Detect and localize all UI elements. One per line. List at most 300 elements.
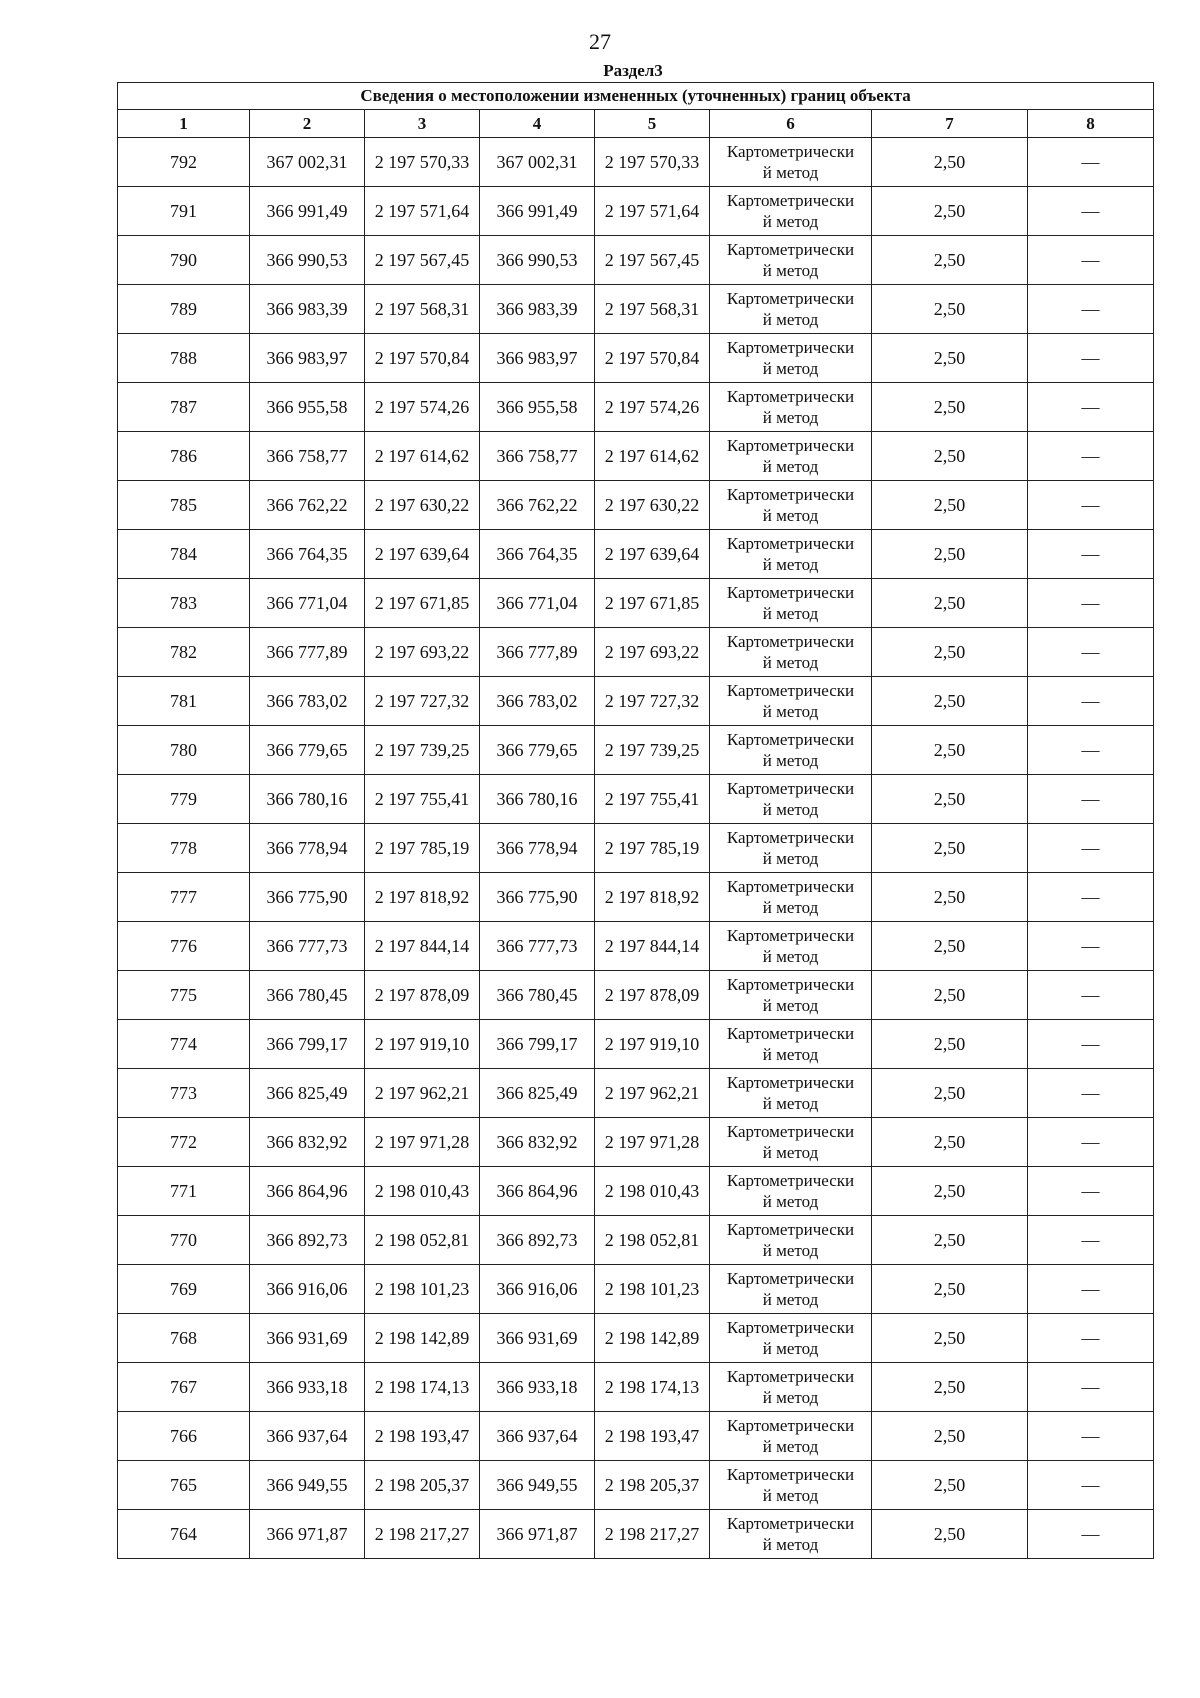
y-coordinate-cell: 2 198 142,89 [365, 1314, 480, 1363]
table-row [118, 236, 1154, 285]
accuracy-cell: 2,50 [872, 1265, 1028, 1314]
column-header: 3 [365, 110, 480, 138]
table-row [118, 628, 1154, 677]
accuracy-cell: 2,50 [872, 1314, 1028, 1363]
method-text-line: й метод [762, 163, 819, 182]
method-text-line: Картометрически [726, 485, 855, 504]
x-coordinate-cell: 366 983,97 [250, 334, 365, 383]
description-cell: — [1028, 1412, 1154, 1461]
method-text-line: й метод [762, 1192, 819, 1211]
method-text-line: Картометрически [726, 877, 855, 896]
accuracy-cell: 2,50 [872, 873, 1028, 922]
method-text-line: Картометрически [726, 779, 855, 798]
table-row [118, 677, 1154, 726]
y-coordinate-new-cell: 2 197 574,26 [595, 383, 710, 432]
accuracy-cell: 2,50 [872, 677, 1028, 726]
method-cell [710, 138, 872, 187]
y-coordinate-cell: 2 198 217,27 [365, 1510, 480, 1559]
y-coordinate-new-cell: 2 198 101,23 [595, 1265, 710, 1314]
method-text-line: й метод [762, 800, 819, 819]
method-text-line: Картометрически [726, 1122, 855, 1141]
table-row [118, 873, 1154, 922]
point-number-cell: 764 [118, 1510, 250, 1559]
method-text-line: Картометрически [726, 1171, 855, 1190]
method-text-line: Картометрически [726, 1269, 855, 1288]
point-number-cell: 792 [118, 138, 250, 187]
method-text-line: Картометрически [726, 926, 855, 945]
method-text-line: Картометрически [726, 1318, 855, 1337]
accuracy-cell: 2,50 [872, 1069, 1028, 1118]
y-coordinate-cell: 2 197 818,92 [365, 873, 480, 922]
method-text-line: й метод [762, 1437, 819, 1456]
y-coordinate-new-cell: 2 197 571,64 [595, 187, 710, 236]
x-coordinate-new-cell: 366 892,73 [480, 1216, 595, 1265]
x-coordinate-cell: 366 949,55 [250, 1461, 365, 1510]
method-text-line: Картометрически [726, 1416, 855, 1435]
column-header: 6 [710, 110, 872, 138]
y-coordinate-new-cell: 2 198 193,47 [595, 1412, 710, 1461]
column-header: 4 [480, 110, 595, 138]
method-text-line: Картометрически [726, 191, 855, 210]
method-cell [710, 1020, 872, 1069]
x-coordinate-cell: 366 991,49 [250, 187, 365, 236]
x-coordinate-new-cell: 366 931,69 [480, 1314, 595, 1363]
method-text-line: й метод [762, 1241, 819, 1260]
x-coordinate-new-cell: 366 983,97 [480, 334, 595, 383]
point-number-cell: 773 [118, 1069, 250, 1118]
y-coordinate-cell: 2 197 671,85 [365, 579, 480, 628]
x-coordinate-new-cell: 367 002,31 [480, 138, 595, 187]
table-row [118, 481, 1154, 530]
table-row [118, 1314, 1154, 1363]
y-coordinate-cell: 2 197 614,62 [365, 432, 480, 481]
point-number-cell: 775 [118, 971, 250, 1020]
method-text-line: й метод [762, 506, 819, 525]
table-row [118, 285, 1154, 334]
description-cell: — [1028, 1510, 1154, 1559]
method-text-line: Картометрически [726, 534, 855, 553]
accuracy-cell: 2,50 [872, 1510, 1028, 1559]
y-coordinate-cell: 2 197 727,32 [365, 677, 480, 726]
description-cell: — [1028, 1167, 1154, 1216]
accuracy-cell: 2,50 [872, 334, 1028, 383]
method-text-line: Картометрически [726, 1024, 855, 1043]
point-number-cell: 770 [118, 1216, 250, 1265]
method-text-line: й метод [762, 457, 819, 476]
x-coordinate-cell: 366 892,73 [250, 1216, 365, 1265]
y-coordinate-cell: 2 197 693,22 [365, 628, 480, 677]
y-coordinate-cell: 2 197 571,64 [365, 187, 480, 236]
description-cell: — [1028, 1265, 1154, 1314]
description-cell: — [1028, 1461, 1154, 1510]
table-row [118, 1216, 1154, 1265]
x-coordinate-cell: 366 832,92 [250, 1118, 365, 1167]
method-text-line: Картометрически [726, 387, 855, 406]
method-text-line: й метод [762, 555, 819, 574]
method-cell [710, 1363, 872, 1412]
x-coordinate-new-cell: 366 780,16 [480, 775, 595, 824]
method-text-line: Картометрически [726, 975, 855, 994]
boundary-coordinates-table [117, 82, 1154, 1559]
method-cell [710, 1118, 872, 1167]
method-text-line: Картометрически [726, 828, 855, 847]
point-number-cell: 788 [118, 334, 250, 383]
method-cell [710, 1314, 872, 1363]
y-coordinate-new-cell: 2 197 570,84 [595, 334, 710, 383]
method-cell [710, 334, 872, 383]
y-coordinate-cell: 2 197 919,10 [365, 1020, 480, 1069]
x-coordinate-cell: 366 777,73 [250, 922, 365, 971]
table-row [118, 187, 1154, 236]
accuracy-cell: 2,50 [872, 1216, 1028, 1265]
method-text-line: Картометрически [726, 436, 855, 455]
x-coordinate-cell: 366 864,96 [250, 1167, 365, 1216]
description-cell: — [1028, 481, 1154, 530]
accuracy-cell: 2,50 [872, 432, 1028, 481]
point-number-cell: 791 [118, 187, 250, 236]
y-coordinate-new-cell: 2 198 205,37 [595, 1461, 710, 1510]
accuracy-cell: 2,50 [872, 628, 1028, 677]
point-number-cell: 786 [118, 432, 250, 481]
point-number-cell: 769 [118, 1265, 250, 1314]
accuracy-cell: 2,50 [872, 1412, 1028, 1461]
description-cell: — [1028, 383, 1154, 432]
y-coordinate-new-cell: 2 198 217,27 [595, 1510, 710, 1559]
method-cell [710, 236, 872, 285]
y-coordinate-new-cell: 2 197 727,32 [595, 677, 710, 726]
y-coordinate-new-cell: 2 198 052,81 [595, 1216, 710, 1265]
x-coordinate-cell: 366 780,16 [250, 775, 365, 824]
y-coordinate-cell: 2 198 205,37 [365, 1461, 480, 1510]
accuracy-cell: 2,50 [872, 824, 1028, 873]
y-coordinate-new-cell: 2 197 567,45 [595, 236, 710, 285]
method-text-line: Картометрически [726, 730, 855, 749]
x-coordinate-new-cell: 366 771,04 [480, 579, 595, 628]
method-text-line: Картометрически [726, 1465, 855, 1484]
description-cell: — [1028, 971, 1154, 1020]
method-text-line: й метод [762, 408, 819, 427]
x-coordinate-new-cell: 366 780,45 [480, 971, 595, 1020]
x-coordinate-new-cell: 366 832,92 [480, 1118, 595, 1167]
accuracy-cell: 2,50 [872, 530, 1028, 579]
method-cell [710, 1461, 872, 1510]
method-text-line: Картометрически [726, 583, 855, 602]
accuracy-cell: 2,50 [872, 383, 1028, 432]
description-cell: — [1028, 530, 1154, 579]
method-text-line: й метод [762, 751, 819, 770]
description-cell: — [1028, 236, 1154, 285]
description-cell: — [1028, 1069, 1154, 1118]
description-cell: — [1028, 628, 1154, 677]
x-coordinate-new-cell: 366 777,89 [480, 628, 595, 677]
description-cell: — [1028, 726, 1154, 775]
y-coordinate-new-cell: 2 197 755,41 [595, 775, 710, 824]
method-text-line: Картометрически [726, 338, 855, 357]
table-row [118, 775, 1154, 824]
point-number-cell: 774 [118, 1020, 250, 1069]
y-coordinate-cell: 2 197 755,41 [365, 775, 480, 824]
x-coordinate-cell: 366 783,02 [250, 677, 365, 726]
x-coordinate-cell: 366 758,77 [250, 432, 365, 481]
x-coordinate-new-cell: 366 762,22 [480, 481, 595, 530]
x-coordinate-cell: 366 799,17 [250, 1020, 365, 1069]
accuracy-cell: 2,50 [872, 1363, 1028, 1412]
method-cell [710, 1265, 872, 1314]
table-row [118, 138, 1154, 187]
y-coordinate-new-cell: 2 198 174,13 [595, 1363, 710, 1412]
method-text-line: й метод [762, 310, 819, 329]
method-cell [710, 187, 872, 236]
point-number-cell: 790 [118, 236, 250, 285]
point-number-cell: 765 [118, 1461, 250, 1510]
method-text-line: й метод [762, 849, 819, 868]
column-number-row [118, 110, 1154, 138]
table-row [118, 1412, 1154, 1461]
accuracy-cell: 2,50 [872, 775, 1028, 824]
x-coordinate-cell: 366 764,35 [250, 530, 365, 579]
point-number-cell: 782 [118, 628, 250, 677]
point-number-cell: 766 [118, 1412, 250, 1461]
x-coordinate-new-cell: 366 758,77 [480, 432, 595, 481]
method-cell [710, 432, 872, 481]
column-header: 5 [595, 110, 710, 138]
description-cell: — [1028, 922, 1154, 971]
table-row [118, 1069, 1154, 1118]
point-number-cell: 781 [118, 677, 250, 726]
method-text-line: й метод [762, 1094, 819, 1113]
x-coordinate-new-cell: 366 775,90 [480, 873, 595, 922]
description-cell: — [1028, 1118, 1154, 1167]
y-coordinate-cell: 2 198 101,23 [365, 1265, 480, 1314]
point-number-cell: 779 [118, 775, 250, 824]
point-number-cell: 777 [118, 873, 250, 922]
x-coordinate-cell: 366 971,87 [250, 1510, 365, 1559]
x-coordinate-cell: 366 933,18 [250, 1363, 365, 1412]
method-text-line: й метод [762, 261, 819, 280]
method-cell [710, 873, 872, 922]
table-row [118, 432, 1154, 481]
x-coordinate-cell: 366 780,45 [250, 971, 365, 1020]
point-number-cell: 783 [118, 579, 250, 628]
method-text-line: й метод [762, 1290, 819, 1309]
x-coordinate-new-cell: 366 955,58 [480, 383, 595, 432]
method-text-line: й метод [762, 212, 819, 231]
accuracy-cell: 2,50 [872, 1167, 1028, 1216]
method-cell [710, 1412, 872, 1461]
point-number-cell: 776 [118, 922, 250, 971]
y-coordinate-new-cell: 2 197 971,28 [595, 1118, 710, 1167]
y-coordinate-new-cell: 2 197 671,85 [595, 579, 710, 628]
table-row [118, 1020, 1154, 1069]
table-row [118, 726, 1154, 775]
point-number-cell: 789 [118, 285, 250, 334]
x-coordinate-cell: 366 983,39 [250, 285, 365, 334]
x-coordinate-new-cell: 366 916,06 [480, 1265, 595, 1314]
method-text-line: Картометрически [726, 632, 855, 651]
y-coordinate-new-cell: 2 197 630,22 [595, 481, 710, 530]
description-cell: — [1028, 579, 1154, 628]
x-coordinate-new-cell: 366 991,49 [480, 187, 595, 236]
method-text-line: Картометрически [726, 142, 855, 161]
column-header: 8 [1028, 110, 1154, 138]
description-cell: — [1028, 824, 1154, 873]
column-header: 1 [118, 110, 250, 138]
method-cell [710, 285, 872, 334]
x-coordinate-new-cell: 366 779,65 [480, 726, 595, 775]
x-coordinate-new-cell: 366 933,18 [480, 1363, 595, 1412]
point-number-cell: 778 [118, 824, 250, 873]
x-coordinate-new-cell: 366 990,53 [480, 236, 595, 285]
y-coordinate-cell: 2 197 570,84 [365, 334, 480, 383]
description-cell: — [1028, 1020, 1154, 1069]
accuracy-cell: 2,50 [872, 138, 1028, 187]
table-row [118, 1363, 1154, 1412]
method-cell [710, 775, 872, 824]
method-text-line: Картометрически [726, 681, 855, 700]
x-coordinate-new-cell: 366 778,94 [480, 824, 595, 873]
point-number-cell: 772 [118, 1118, 250, 1167]
accuracy-cell: 2,50 [872, 187, 1028, 236]
y-coordinate-new-cell: 2 197 570,33 [595, 138, 710, 187]
accuracy-cell: 2,50 [872, 726, 1028, 775]
x-coordinate-cell: 367 002,31 [250, 138, 365, 187]
method-text-line: Картометрически [726, 289, 855, 308]
y-coordinate-cell: 2 197 844,14 [365, 922, 480, 971]
x-coordinate-new-cell: 366 937,64 [480, 1412, 595, 1461]
table-row [118, 1118, 1154, 1167]
x-coordinate-new-cell: 366 783,02 [480, 677, 595, 726]
accuracy-cell: 2,50 [872, 1118, 1028, 1167]
y-coordinate-cell: 2 197 739,25 [365, 726, 480, 775]
x-coordinate-cell: 366 777,89 [250, 628, 365, 677]
method-cell [710, 971, 872, 1020]
point-number-cell: 787 [118, 383, 250, 432]
accuracy-cell: 2,50 [872, 922, 1028, 971]
section-title: Раздел3 [603, 61, 663, 80]
description-cell: — [1028, 1314, 1154, 1363]
method-text-line: Картометрически [726, 1514, 855, 1533]
y-coordinate-new-cell: 2 197 614,62 [595, 432, 710, 481]
table-row [118, 383, 1154, 432]
accuracy-cell: 2,50 [872, 1020, 1028, 1069]
description-cell: — [1028, 1216, 1154, 1265]
table-row [118, 1265, 1154, 1314]
table-row [118, 1461, 1154, 1510]
table-row [118, 1510, 1154, 1559]
y-coordinate-cell: 2 197 962,21 [365, 1069, 480, 1118]
y-coordinate-new-cell: 2 197 818,92 [595, 873, 710, 922]
y-coordinate-new-cell: 2 197 785,19 [595, 824, 710, 873]
point-number-cell: 767 [118, 1363, 250, 1412]
method-text-line: Картометрически [726, 240, 855, 259]
y-coordinate-new-cell: 2 197 739,25 [595, 726, 710, 775]
method-text-line: й метод [762, 1143, 819, 1162]
method-cell [710, 530, 872, 579]
method-text-line: й метод [762, 898, 819, 917]
y-coordinate-new-cell: 2 197 639,64 [595, 530, 710, 579]
accuracy-cell: 2,50 [872, 579, 1028, 628]
method-text-line: й метод [762, 996, 819, 1015]
x-coordinate-new-cell: 366 777,73 [480, 922, 595, 971]
x-coordinate-cell: 366 990,53 [250, 236, 365, 285]
table-row [118, 579, 1154, 628]
column-header: 7 [872, 110, 1028, 138]
x-coordinate-cell: 366 916,06 [250, 1265, 365, 1314]
y-coordinate-cell: 2 197 570,33 [365, 138, 480, 187]
x-coordinate-cell: 366 937,64 [250, 1412, 365, 1461]
method-text-line: й метод [762, 1388, 819, 1407]
y-coordinate-new-cell: 2 197 919,10 [595, 1020, 710, 1069]
y-coordinate-new-cell: 2 197 568,31 [595, 285, 710, 334]
y-coordinate-cell: 2 197 639,64 [365, 530, 480, 579]
x-coordinate-new-cell: 366 764,35 [480, 530, 595, 579]
y-coordinate-new-cell: 2 197 962,21 [595, 1069, 710, 1118]
table-caption-row [118, 83, 1154, 110]
x-coordinate-cell: 366 762,22 [250, 481, 365, 530]
method-cell [710, 628, 872, 677]
x-coordinate-new-cell: 366 983,39 [480, 285, 595, 334]
page-number: 27 [589, 29, 611, 54]
x-coordinate-cell: 366 771,04 [250, 579, 365, 628]
x-coordinate-cell: 366 955,58 [250, 383, 365, 432]
x-coordinate-new-cell: 366 825,49 [480, 1069, 595, 1118]
x-coordinate-new-cell: 366 799,17 [480, 1020, 595, 1069]
method-text-line: й метод [762, 359, 819, 378]
y-coordinate-cell: 2 198 193,47 [365, 1412, 480, 1461]
method-text-line: Картометрически [726, 1073, 855, 1092]
column-header: 2 [250, 110, 365, 138]
point-number-cell: 784 [118, 530, 250, 579]
table-row [118, 1167, 1154, 1216]
description-cell: — [1028, 187, 1154, 236]
method-cell [710, 922, 872, 971]
point-number-cell: 771 [118, 1167, 250, 1216]
x-coordinate-new-cell: 366 971,87 [480, 1510, 595, 1559]
method-cell [710, 1216, 872, 1265]
table-row [118, 530, 1154, 579]
method-cell [710, 677, 872, 726]
y-coordinate-cell: 2 197 568,31 [365, 285, 480, 334]
point-number-cell: 768 [118, 1314, 250, 1363]
y-coordinate-new-cell: 2 198 010,43 [595, 1167, 710, 1216]
y-coordinate-new-cell: 2 197 844,14 [595, 922, 710, 971]
description-cell: — [1028, 432, 1154, 481]
method-text-line: й метод [762, 1045, 819, 1064]
accuracy-cell: 2,50 [872, 236, 1028, 285]
description-cell: — [1028, 334, 1154, 383]
x-coordinate-new-cell: 366 864,96 [480, 1167, 595, 1216]
method-cell [710, 1167, 872, 1216]
y-coordinate-cell: 2 198 174,13 [365, 1363, 480, 1412]
x-coordinate-cell: 366 775,90 [250, 873, 365, 922]
table-row [118, 334, 1154, 383]
y-coordinate-cell: 2 197 971,28 [365, 1118, 480, 1167]
method-text-line: й метод [762, 1339, 819, 1358]
description-cell: — [1028, 285, 1154, 334]
y-coordinate-new-cell: 2 197 878,09 [595, 971, 710, 1020]
point-number-cell: 780 [118, 726, 250, 775]
description-cell: — [1028, 138, 1154, 187]
method-text-line: й метод [762, 702, 819, 721]
y-coordinate-new-cell: 2 198 142,89 [595, 1314, 710, 1363]
y-coordinate-cell: 2 197 574,26 [365, 383, 480, 432]
method-cell [710, 1510, 872, 1559]
table-row [118, 824, 1154, 873]
description-cell: — [1028, 677, 1154, 726]
method-text-line: Картометрически [726, 1367, 855, 1386]
x-coordinate-cell: 366 931,69 [250, 1314, 365, 1363]
y-coordinate-cell: 2 198 010,43 [365, 1167, 480, 1216]
